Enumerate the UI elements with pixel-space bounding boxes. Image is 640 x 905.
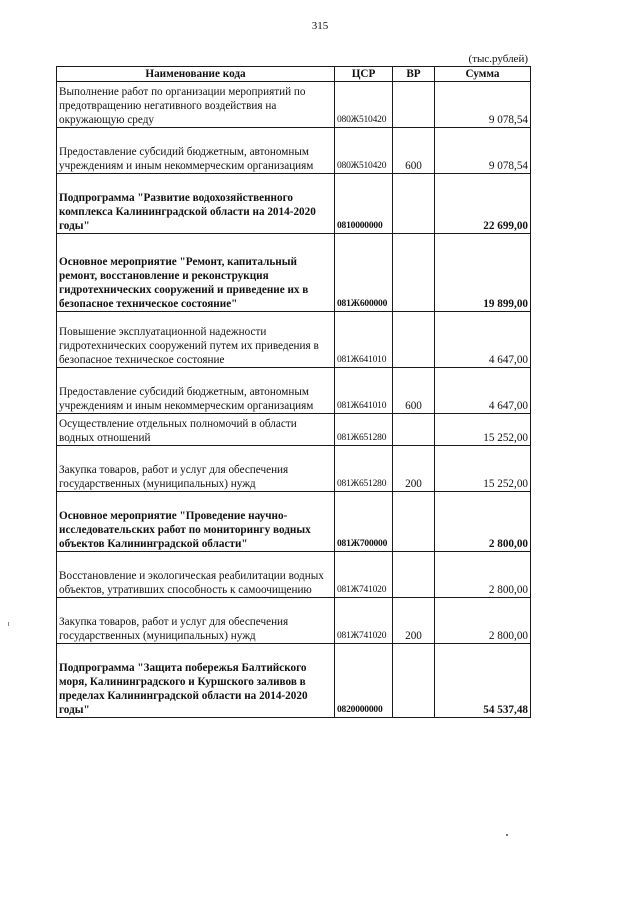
table-row bbox=[57, 368, 531, 414]
row-csr: 081Ж600000 bbox=[335, 234, 393, 312]
row-sum: 22 699,00 bbox=[435, 174, 531, 234]
row-csr: 081Ж651280 bbox=[335, 414, 393, 446]
table-row bbox=[57, 446, 531, 492]
row-vr bbox=[393, 414, 435, 446]
row-sum: 9 078,54 bbox=[435, 128, 531, 174]
table-row bbox=[57, 128, 531, 174]
row-vr bbox=[393, 552, 435, 598]
row-name: Закупка товаров, работ и услуг для обеспечения государственных (муниципальных) нужд bbox=[57, 598, 335, 644]
page-number: 315 bbox=[311, 20, 329, 32]
row-sum: 4 647,00 bbox=[435, 312, 531, 368]
row-vr bbox=[393, 492, 435, 552]
row-sum: 15 252,00 bbox=[435, 446, 531, 492]
row-name: Повышение эксплуатационной надежности гидротехнических сооружений путем их приведения в безопасное техническое состояние bbox=[57, 312, 335, 368]
table-row bbox=[57, 174, 531, 234]
row-vr bbox=[393, 234, 435, 312]
row-csr: 080Ж510420 bbox=[335, 82, 393, 128]
row-name: Подпрограмма "Защита побережья Балтийского моря, Калининградского и Куршского заливов в пределах Калининградской области на 2014-2020 годы" bbox=[57, 644, 335, 718]
row-sum: 2 800,00 bbox=[435, 552, 531, 598]
row-sum: 2 800,00 bbox=[435, 492, 531, 552]
table-row bbox=[57, 644, 531, 718]
row-name: Предоставление субсидий бюджетным, автономным учреждениям и иным некоммерческим организациям bbox=[57, 368, 335, 414]
row-name: Основное мероприятие "Ремонт, капитальный ремонт, восстановление и реконструкция гидротехнических сооружений и приведение их в безопасное техническое состояние" bbox=[57, 234, 335, 312]
table-row bbox=[57, 598, 531, 644]
row-vr: 600 bbox=[393, 128, 435, 174]
row-name: Закупка товаров, работ и услуг для обеспечения государственных (муниципальных) нужд bbox=[57, 446, 335, 492]
row-csr: 081Ж641010 bbox=[335, 368, 393, 414]
table-row bbox=[57, 492, 531, 552]
scan-speck bbox=[506, 834, 508, 836]
row-vr bbox=[393, 174, 435, 234]
budget-table bbox=[56, 66, 531, 718]
table-row bbox=[57, 552, 531, 598]
row-name: Выполнение работ по организации мероприятий по предотвращению негативного воздействия на окружающую среду bbox=[57, 82, 335, 128]
header-vr: ВР bbox=[393, 67, 435, 82]
row-csr: 081Ж741020 bbox=[335, 598, 393, 644]
row-vr: 600 bbox=[393, 368, 435, 414]
row-sum: 4 647,00 bbox=[435, 368, 531, 414]
row-name: Осуществление отдельных полномочий в области водных отношений bbox=[57, 414, 335, 446]
table-header-row bbox=[57, 67, 531, 82]
scan-speck bbox=[8, 622, 9, 626]
row-sum: 15 252,00 bbox=[435, 414, 531, 446]
row-sum: 9 078,54 bbox=[435, 82, 531, 128]
row-vr: 200 bbox=[393, 446, 435, 492]
row-vr bbox=[393, 312, 435, 368]
row-sum: 2 800,00 bbox=[435, 598, 531, 644]
row-csr: 081Ж741020 bbox=[335, 552, 393, 598]
row-vr bbox=[393, 644, 435, 718]
header-sum: Сумма bbox=[435, 67, 531, 82]
row-name: Восстановление и экологическая реабилитации водных объектов, утративших способность к самоочищению bbox=[57, 552, 335, 598]
table-row bbox=[57, 312, 531, 368]
row-csr: 081Ж700000 bbox=[335, 492, 393, 552]
row-csr: 0820000000 bbox=[335, 644, 393, 718]
row-name: Основное мероприятие "Проведение научно-исследовательских работ по мониторингу водных объектов Калининградской области" bbox=[57, 492, 335, 552]
row-sum: 19 899,00 bbox=[435, 234, 531, 312]
row-vr: 200 bbox=[393, 598, 435, 644]
row-vr bbox=[393, 82, 435, 128]
unit-label: (тыс.рублей) bbox=[468, 53, 528, 65]
row-name: Предоставление субсидий бюджетным, автономным учреждениям и иным некоммерческим организациям bbox=[57, 128, 335, 174]
row-csr: 081Ж651280 bbox=[335, 446, 393, 492]
row-csr: 080Ж510420 bbox=[335, 128, 393, 174]
header-csr: ЦСР bbox=[335, 67, 393, 82]
table-row bbox=[57, 414, 531, 446]
header-name: Наименование кода bbox=[57, 67, 335, 82]
table-row bbox=[57, 234, 531, 312]
row-csr: 0810000000 bbox=[335, 174, 393, 234]
row-name: Подпрограмма "Развитие водохозяйственного комплекса Калининградской области на 2014-2020 годы" bbox=[57, 174, 335, 234]
table-row bbox=[57, 82, 531, 128]
row-csr: 081Ж641010 bbox=[335, 312, 393, 368]
row-sum: 54 537,48 bbox=[435, 644, 531, 718]
